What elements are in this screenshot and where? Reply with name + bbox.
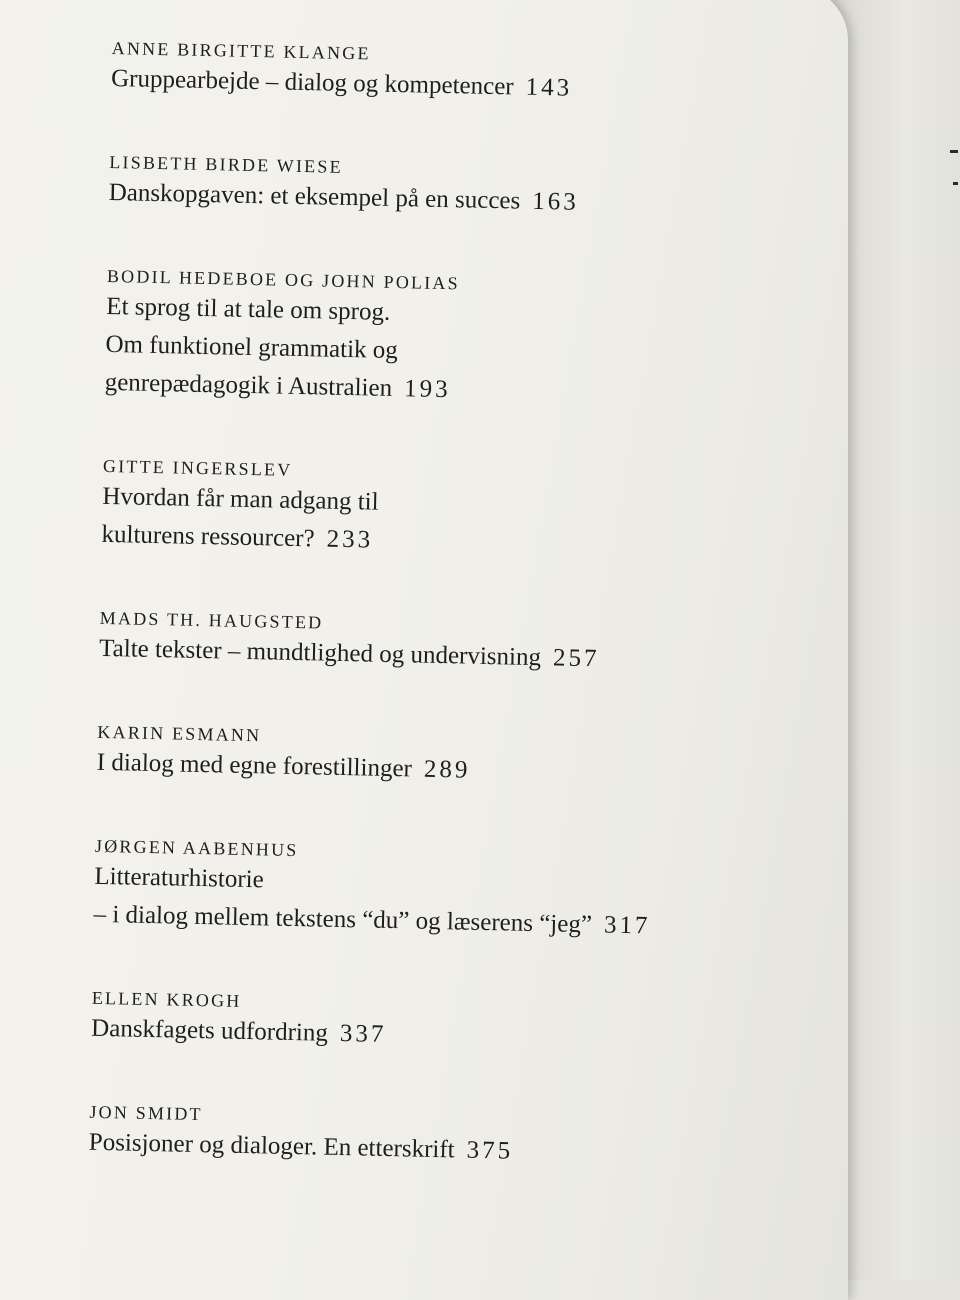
entry-author: ELLEN KROGH — [91, 987, 242, 1011]
entry-title: Danskopgaven: et eksempel på en succes — [108, 178, 521, 215]
toc-entry — [101, 454, 803, 569]
entry-title: – i dialog mellem tekstens “du” og læserens “jeg” — [93, 900, 593, 939]
entry-title: kulturens ressourcer? — [101, 520, 315, 553]
entry-title: Et sprog til at tale om sprog. — [106, 292, 391, 326]
entry-title: Posisjoner og dialoger. En etterskrift — [88, 1128, 455, 1164]
entry-author: KARIN ESMANN — [97, 721, 262, 746]
entry-title: genrepædagogik i Australien — [104, 368, 393, 402]
entry-page-number: 317 — [603, 911, 651, 940]
entry-page-number: 193 — [403, 375, 451, 404]
entry-title: Gruppearbejde – dialog og kompetencer — [110, 64, 514, 101]
entry-title: Talte tekster – mundtlighed og undervisning — [98, 634, 542, 672]
table-of-contents — [88, 36, 811, 1176]
entry-title: Danskfagets udfordring — [90, 1014, 329, 1047]
entry-author: BODIL HEDEBOE OG JOHN POLIAS — [106, 265, 461, 294]
entry-author: ANNE BIRGITTE KLANGE — [111, 37, 371, 64]
entry-author: JON SMIDT — [89, 1101, 203, 1125]
entry-page-number: 289 — [423, 755, 471, 784]
entry-page-number: 337 — [339, 1019, 387, 1048]
back-page-ink-mark — [950, 150, 958, 153]
entry-author: JØRGEN AABENHUS — [94, 835, 299, 861]
entry-title: I dialog med egne forestillinger — [96, 748, 413, 783]
toc-entry — [88, 1100, 789, 1177]
entry-author: LISBETH BIRDE WIESE — [109, 151, 343, 177]
entry-page-number: 143 — [525, 73, 573, 102]
entry-author: GITTE INGERSLEV — [102, 455, 293, 480]
entry-page-number: 257 — [552, 644, 600, 673]
entry-page-number: 233 — [326, 525, 374, 554]
entry-author: MADS TH. HAUGSTED — [99, 607, 324, 633]
entry-title: Litteraturhistorie — [94, 862, 265, 894]
toc-entry — [93, 834, 795, 949]
toc-entry — [104, 264, 807, 417]
entry-title: Om funktionel grammatik og — [105, 330, 399, 365]
back-page-ink-mark — [953, 182, 958, 185]
entry-page-number: 375 — [466, 1136, 514, 1165]
entry-title: Hvordan får man adgang til — [102, 482, 379, 516]
entry-page-number: 163 — [532, 187, 580, 216]
